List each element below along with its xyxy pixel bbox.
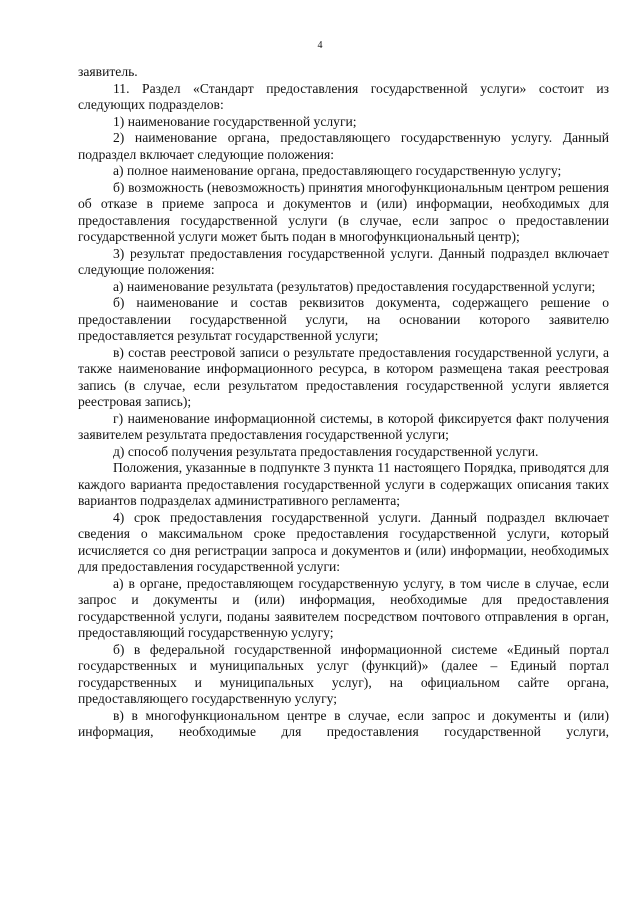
paragraph: а) наименование результата (результатов) предоставления государственной услуги; — [113, 278, 596, 294]
document-body — [78, 64, 609, 741]
paragraph: а) полное наименование органа, предоставляющего государственную услугу; — [113, 163, 562, 178]
paragraph: г) наименование информационной системы, в которой фиксируется факт получения заявителем результата предоставления государственной услуги; — [78, 410, 609, 442]
paragraph: б) наименование и состав реквизитов документа, содержащего решение о предоставлении государственной услуги, на основании которого заявителю предоставляется результат государственной услуги; — [78, 295, 609, 343]
paragraph: д) способ получения результата предоставления государственной услуги. — [113, 443, 539, 459]
paragraph: 1) наименование государственной услуги; — [113, 113, 357, 129]
paragraph: а) в органе, предоставляющем государственную услугу, в том числе в случае, если запрос и документы и (или) информация, необходимые для предоставления государственной услуги, поданы заявителем посредством почтового отправления в орган, предоставляющий государственную услугу; — [78, 575, 609, 640]
paragraph: в) состав реестровой записи о результате предоставления государственной услуги, а также наименование информационного ресурса, в котором размещена такая реестровая запись (в случае, если результатом предоставления государственной услуги является реестровая запись); — [78, 344, 609, 409]
paragraph: б) возможность (невозможность) принятия многофункциональным центром решения об отказе в приеме запроса и документов и (или) информации, необходимых для предоставления государственной услуги (в случае, если запрос о предоставлении государственной услуги может быть подан в многофункциональный центр); — [78, 179, 609, 244]
paragraph: в) в многофункциональном центре в случае, если запрос и документы и (или) информация, необходимые для предоставления государственной услуги, — [78, 707, 609, 739]
paragraph: Положения, указанные в подпункте 3 пункта 11 настоящего Порядка, приводятся для каждого варианта предоставления государственной услуги в содержащих описания таких вариантов подразделах административного регламента; — [78, 460, 609, 508]
paragraph: 3) результат предоставления государственной услуги. Данный подраздел включает следующие положения: — [78, 245, 609, 277]
paragraph: б) в федеральной государственной информационной системе «Единый портал государственных и муниципальных услуг (функций)» (далее – Единый портал государственных и муниципальных услуг), на официальном сайте органа, предоставляющего государственную услугу; — [78, 641, 609, 706]
paragraph: 4) срок предоставления государственной услуги. Данный подраздел включает сведения о максимальном сроке предоставления государственной услуги, который исчисляется со дня регистрации запроса и документов и (или) информации, необходимых для предоставления государственной услуги: — [78, 509, 609, 574]
paragraph: 2) наименование органа, предоставляющего государственную услугу. Данный подраздел включает следующие положения: — [78, 130, 609, 162]
paragraph: 11. Раздел «Стандарт предоставления государственной услуги» состоит из следующих подразделов: — [78, 80, 609, 112]
page-number: 4 — [317, 40, 323, 51]
paragraph: заявитель. — [78, 64, 138, 79]
